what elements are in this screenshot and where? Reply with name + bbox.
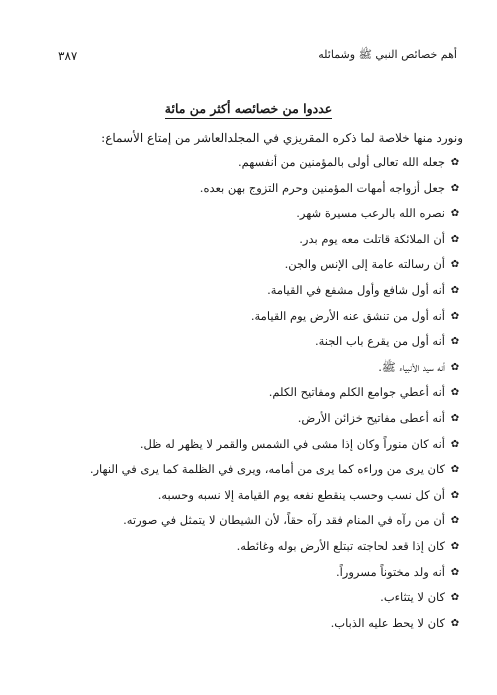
flower-bullet-icon: ✿ <box>450 464 460 476</box>
list-item-text: أن كل نسب وحسب ينقطع نفعه يوم القيامة إلا نسبه وحسبه. <box>157 487 445 502</box>
list-item-text: أنه أول شافع وأول مشفع في القيامة. <box>267 282 445 297</box>
list-item <box>10 329 461 355</box>
list-item <box>10 585 461 611</box>
page-header <box>58 48 457 64</box>
list-item <box>10 304 461 330</box>
list-item <box>10 406 461 432</box>
section-title-text: عددوا من خصائصه أكثر من مائة <box>165 101 332 119</box>
list-item-text: أنه أول من تنشق عنه الأرض يوم القيامة. <box>250 308 445 323</box>
list-item <box>10 227 461 253</box>
flower-bullet-icon: ✿ <box>450 540 460 552</box>
intro-paragraph: ونورد منها خلاصة لما ذكره المقريزي في المجلدالعاشر من إمتاع الأسماع: <box>101 131 463 145</box>
page-number: ٣٨٧ <box>58 49 78 63</box>
list-item-text: كان لا يحط عليه الذباب. <box>330 615 445 630</box>
list-item-text: جعله الله تعالى أولى بالمؤمنين من أنفسهم. <box>237 155 445 169</box>
list-item-text: كان يرى من وراءه كما يرى من أمامه، ويرى في الظلمة كما يرى في النهار. <box>89 462 445 477</box>
flower-bullet-icon: ✿ <box>450 361 460 373</box>
list-item <box>10 150 461 176</box>
list-item <box>10 457 461 483</box>
flower-bullet-icon: ✿ <box>450 208 460 220</box>
list-item-text: كان لا يتثاءب. <box>380 590 445 605</box>
list-item-text: أنه أول من يقرع باب الجنة. <box>314 334 445 349</box>
list-item <box>10 611 461 637</box>
flower-bullet-icon: ✿ <box>450 233 460 245</box>
characteristics-list <box>10 150 461 636</box>
list-item <box>10 432 461 458</box>
list-item <box>10 380 461 406</box>
list-item-text: أن من رآه في المنام فقد رآه حقاً، لأن الشيطان لا يتمثل في صورته. <box>123 513 445 528</box>
flower-bullet-icon: ✿ <box>450 617 460 629</box>
list-item <box>10 508 461 534</box>
flower-bullet-icon: ✿ <box>450 284 460 296</box>
list-item-text: نصره الله بالرعب مسيرة شهر. <box>296 206 445 221</box>
section-title <box>0 101 497 116</box>
list-item-text: أن رسالته عامة إلى الإنس والجن. <box>284 257 445 272</box>
list-item <box>10 560 461 586</box>
list-item <box>10 534 461 560</box>
list-item <box>10 176 461 202</box>
list-item-text: أنه كان منوراً وكان إذا مشى في الشمس والقمر لا يظهر له ظل. <box>139 436 445 451</box>
flower-bullet-icon: ✿ <box>450 387 460 399</box>
list-item-text: أنه أعطي جوامع الكلم ومفاتيح الكلم. <box>268 385 445 400</box>
list-item <box>10 355 461 381</box>
flower-bullet-icon: ✿ <box>450 412 460 424</box>
flower-bullet-icon: ✿ <box>450 310 460 322</box>
flower-bullet-icon: ✿ <box>450 592 460 604</box>
flower-bullet-icon: ✿ <box>450 438 460 450</box>
flower-bullet-icon: ✿ <box>450 566 460 578</box>
list-item-text: أن الملائكة قاتلت معه يوم بدر. <box>299 231 445 246</box>
flower-bullet-icon: ✿ <box>450 182 460 194</box>
list-item <box>10 278 461 304</box>
list-item-text: جعل أزواجه أمهات المؤمنين وحرم التزوج بهن بعده. <box>199 180 445 195</box>
list-item-text: أنه أعطى مفاتيح خزائن الأرض. <box>297 410 445 425</box>
flower-bullet-icon: ✿ <box>450 259 460 271</box>
running-title: أهم خصائص النبي ﷺ وشمائله <box>318 48 457 61</box>
list-item <box>10 252 461 278</box>
list-item-text: كان إذا قعد لحاجته تبتلع الأرض بوله وغائطه. <box>236 538 445 553</box>
flower-bullet-icon: ✿ <box>450 336 460 348</box>
flower-bullet-icon: ✿ <box>450 157 460 168</box>
flower-bullet-icon: ✿ <box>450 489 460 501</box>
list-item <box>10 483 461 509</box>
list-item-text: أنه ولد مختوناً مسروراً. <box>335 564 445 579</box>
list-item-text: أنه سيد الأنبياء ﷺ. <box>378 359 445 374</box>
flower-bullet-icon: ✿ <box>450 515 460 527</box>
list-item <box>10 201 461 227</box>
